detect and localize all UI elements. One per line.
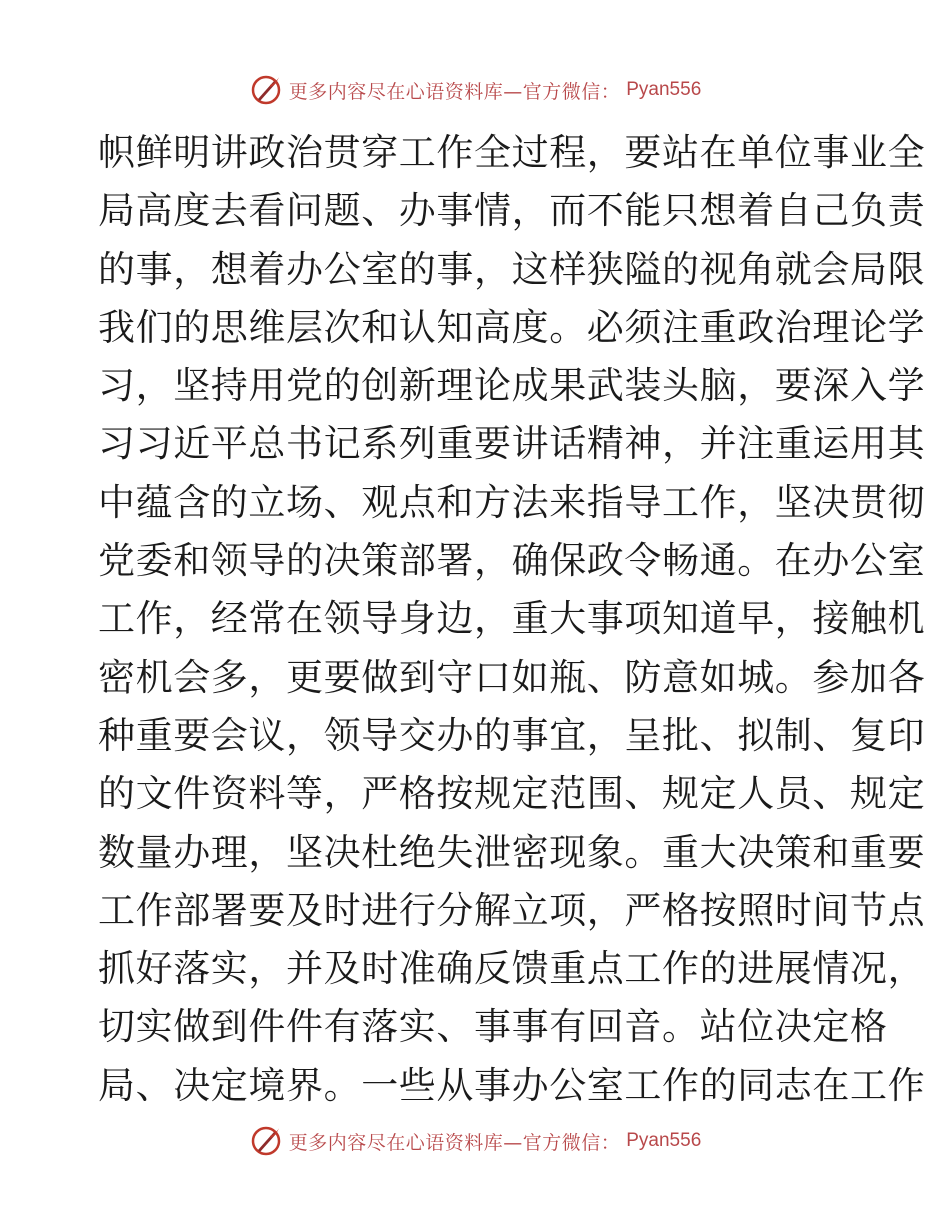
footer-watermark: [0, 1121, 950, 1161]
watermark-wechat-id: Pyan556: [626, 79, 702, 100]
text-line: 局高度去看问题、办事情，而不能只想着自己负责: [98, 189, 926, 233]
text-line: 密机会多，更要做到守口如瓶、防意如城。参加各: [98, 655, 926, 699]
header-watermark: [0, 70, 950, 110]
text-line: 工作部署要及时进行分解立项，严格按照时间节点: [98, 888, 926, 932]
text-line: 局、决定境界。一些从事办公室工作的同志在工作: [98, 1063, 926, 1107]
feather-pen-logo-icon: [249, 1124, 283, 1158]
text-line: 习习近平总书记系列重要讲话精神，并注重运用其: [98, 422, 926, 466]
text-line: 的文件资料等，严格按规定范围、规定人员、规定: [98, 772, 926, 816]
feather-pen-logo-icon: [249, 73, 283, 107]
text-line: 我们的思维层次和认知高度。必须注重政治理论学: [98, 305, 926, 349]
watermark-text: 更多内容尽在心语资料库—官方微信：: [288, 1131, 621, 1154]
text-line: 帜鲜明讲政治贯穿工作全过程，要站在单位事业全: [98, 131, 926, 174]
watermark-text: 更多内容尽在心语资料库—官方微信：: [288, 80, 621, 103]
text-line: 工作，经常在领导身边，重大事项知道早，接触机: [98, 597, 926, 641]
text-line: 抓好落实，并及时准确反馈重点工作的进展情况，: [98, 947, 926, 991]
watermark-wechat-id: Pyan556: [626, 1130, 702, 1151]
text-line: 中蕴含的立场、观点和方法来指导工作，坚决贯彻: [98, 480, 926, 524]
text-line: 数量办理，坚决杜绝失泄密现象。重大决策和重要: [98, 830, 926, 874]
text-line: 切实做到件件有落实、事事有回音。站位决定格: [98, 1005, 888, 1049]
document-body: [98, 124, 926, 1115]
text-line: 的事，想着办公室的事，这样狭隘的视角就会局限: [98, 247, 926, 291]
text-line: 习，坚持用党的创新理论成果武装头脑，要深入学: [98, 364, 926, 408]
text-line: 党委和领导的决策部署，确保政令畅通。在办公室: [98, 539, 926, 583]
text-line: 种重要会议，领导交办的事宜，呈批、拟制、复印: [98, 713, 926, 757]
